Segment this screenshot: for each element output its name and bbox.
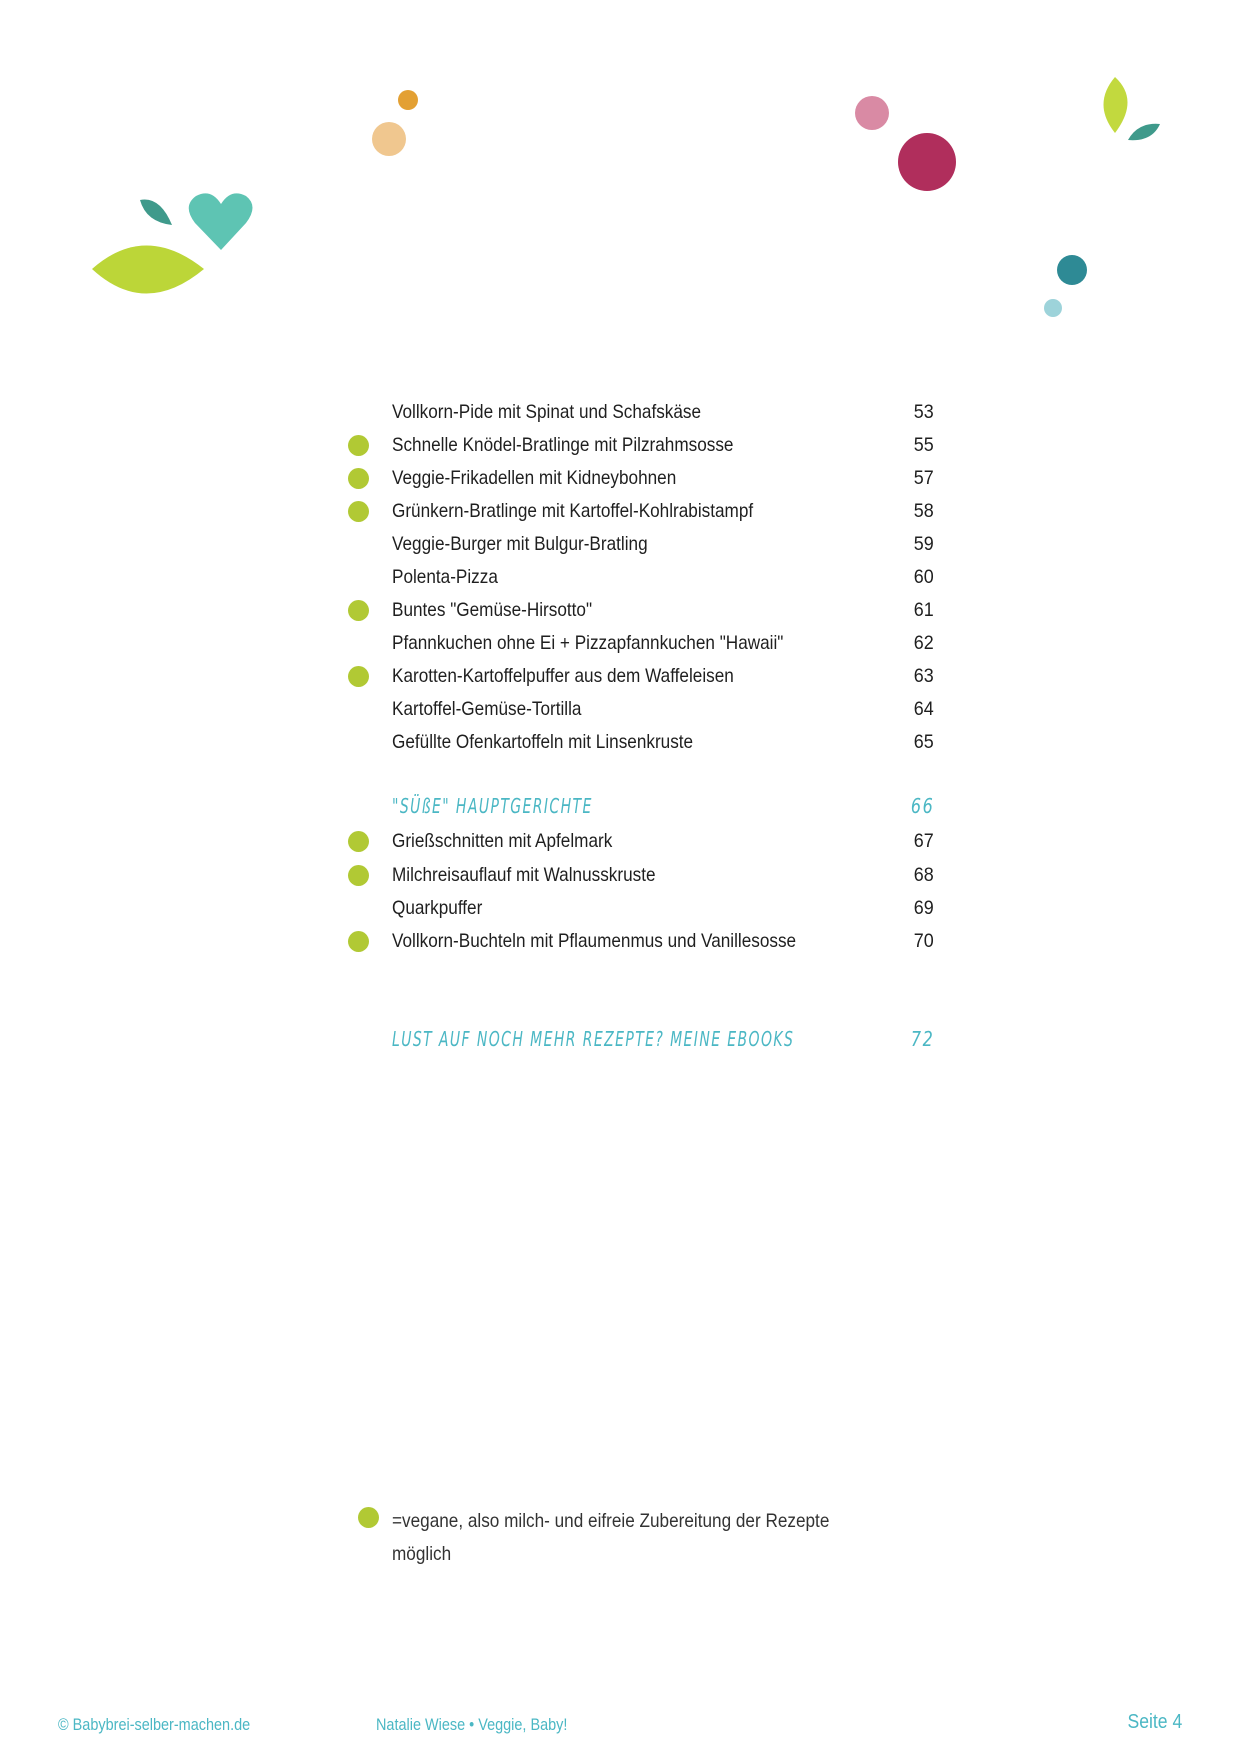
toc-entry[interactable] <box>344 397 934 427</box>
toc-entry[interactable] <box>344 727 934 757</box>
toc-entry-page: 55 <box>914 434 934 456</box>
light-teal-dot <box>1044 299 1062 317</box>
toc-entry-title: Vollkorn-Pide mit Spinat und Schafskäse <box>392 401 702 423</box>
toc-entry-title: Grünkern-Bratlinge mit Kartoffel-Kohlrabistampf <box>392 500 754 522</box>
toc-entry-page: 59 <box>914 533 934 555</box>
section-heading-ebooks[interactable] <box>344 1024 934 1054</box>
toc-entry-page: 61 <box>914 599 934 621</box>
toc-entry-page: 70 <box>914 930 934 952</box>
toc-entry[interactable] <box>344 595 934 625</box>
toc-entry-title: Gefüllte Ofenkartoffeln mit Linsenkruste <box>392 731 694 753</box>
toc-entry-title: Milchreisauflauf mit Walnusskruste <box>392 864 656 886</box>
section-heading-title: "SÜßE" HAUPTGERICHTE <box>392 794 593 818</box>
section-heading-sweet[interactable] <box>344 791 934 821</box>
toc-entry[interactable] <box>344 496 934 526</box>
toc-entry-title: Karotten-Kartoffelpuffer aus dem Waffeleisen <box>392 665 734 687</box>
vegan-marker-icon <box>348 468 369 489</box>
toc-entry-page: 53 <box>914 401 934 423</box>
vegan-marker-icon <box>348 666 369 687</box>
vegan-marker-icon <box>348 501 369 522</box>
footer-author: Natalie Wiese • Veggie, Baby! <box>376 1715 568 1734</box>
toc-entry[interactable] <box>344 893 934 923</box>
lime-leaf-shape <box>1104 77 1128 133</box>
toc-entry-page: 57 <box>914 467 934 489</box>
decorative-shapes <box>0 0 1240 340</box>
toc-entry-page: 68 <box>914 864 934 886</box>
toc-entry-title: Polenta-Pizza <box>392 566 498 588</box>
toc-entry[interactable] <box>344 529 934 559</box>
toc-entry-page: 63 <box>914 665 934 687</box>
toc-entry-page: 69 <box>914 897 934 919</box>
vegan-marker-icon <box>348 600 369 621</box>
toc-entry-page: 60 <box>914 566 934 588</box>
toc-entry[interactable] <box>344 860 934 890</box>
section-heading-page: 72 <box>910 1027 934 1051</box>
toc-entry-title: Pfannkuchen ohne Ei + Pizzapfannkuchen "Hawaii" <box>392 632 784 654</box>
toc-entry[interactable] <box>344 562 934 592</box>
toc-entry-title: Veggie-Frikadellen mit Kidneybohnen <box>392 467 677 489</box>
footer-copyright[interactable]: © Babybrei-selber-machen.de <box>58 1715 251 1734</box>
toc-entry[interactable] <box>344 926 934 956</box>
teal-dot <box>1057 255 1087 285</box>
pink-dot <box>855 96 889 130</box>
toc-entry-page: 58 <box>914 500 934 522</box>
section-heading-page: 66 <box>910 794 934 818</box>
toc-entry[interactable] <box>344 430 934 460</box>
vegan-marker-icon <box>348 931 369 952</box>
vegan-marker-icon <box>358 1507 379 1528</box>
toc-entry-title: Schnelle Knödel-Bratlinge mit Pilzrahmsosse <box>392 434 734 456</box>
toc-entry[interactable] <box>344 694 934 724</box>
toc-entry-page: 67 <box>914 830 934 852</box>
vegan-marker-icon <box>348 831 369 852</box>
vegan-marker-icon <box>348 435 369 456</box>
section-heading-title: LUST AUF NOCH MEHR REZEPTE? MEINE EBOOKS <box>392 1027 795 1051</box>
heart-shape <box>189 193 253 250</box>
teal-leaf-shape <box>1128 124 1160 140</box>
footer-page-number: Seite 4 <box>1127 1711 1182 1733</box>
large-leaf-shape <box>92 246 204 294</box>
toc-entry-title: Quarkpuffer <box>392 897 483 919</box>
peach-dot <box>372 122 406 156</box>
toc-entry-page: 64 <box>914 698 934 720</box>
legend-text: =vegane, also milch- und eifreie Zubereitung der Rezepte möglich <box>392 1510 830 1565</box>
toc-entry-title: Vollkorn-Buchteln mit Pflaumenmus und Vanillesosse <box>392 930 797 952</box>
toc-entry-page: 62 <box>914 632 934 654</box>
toc-entry[interactable] <box>344 628 934 658</box>
orange-dot <box>398 90 418 110</box>
toc-entry-page: 65 <box>914 731 934 753</box>
vegan-marker-icon <box>348 865 369 886</box>
toc-entry[interactable] <box>344 826 934 856</box>
toc-entry[interactable] <box>344 661 934 691</box>
small-leaf-shape <box>140 200 172 225</box>
toc-entry-title: Grießschnitten mit Apfelmark <box>392 830 613 852</box>
crimson-dot <box>898 133 956 191</box>
toc-entry-title: Buntes "Gemüse-Hirsotto" <box>392 599 593 621</box>
toc-entry-title: Kartoffel-Gemüse-Tortilla <box>392 698 582 720</box>
toc-entry-title: Veggie-Burger mit Bulgur-Bratling <box>392 533 648 555</box>
toc-entry[interactable] <box>344 463 934 493</box>
